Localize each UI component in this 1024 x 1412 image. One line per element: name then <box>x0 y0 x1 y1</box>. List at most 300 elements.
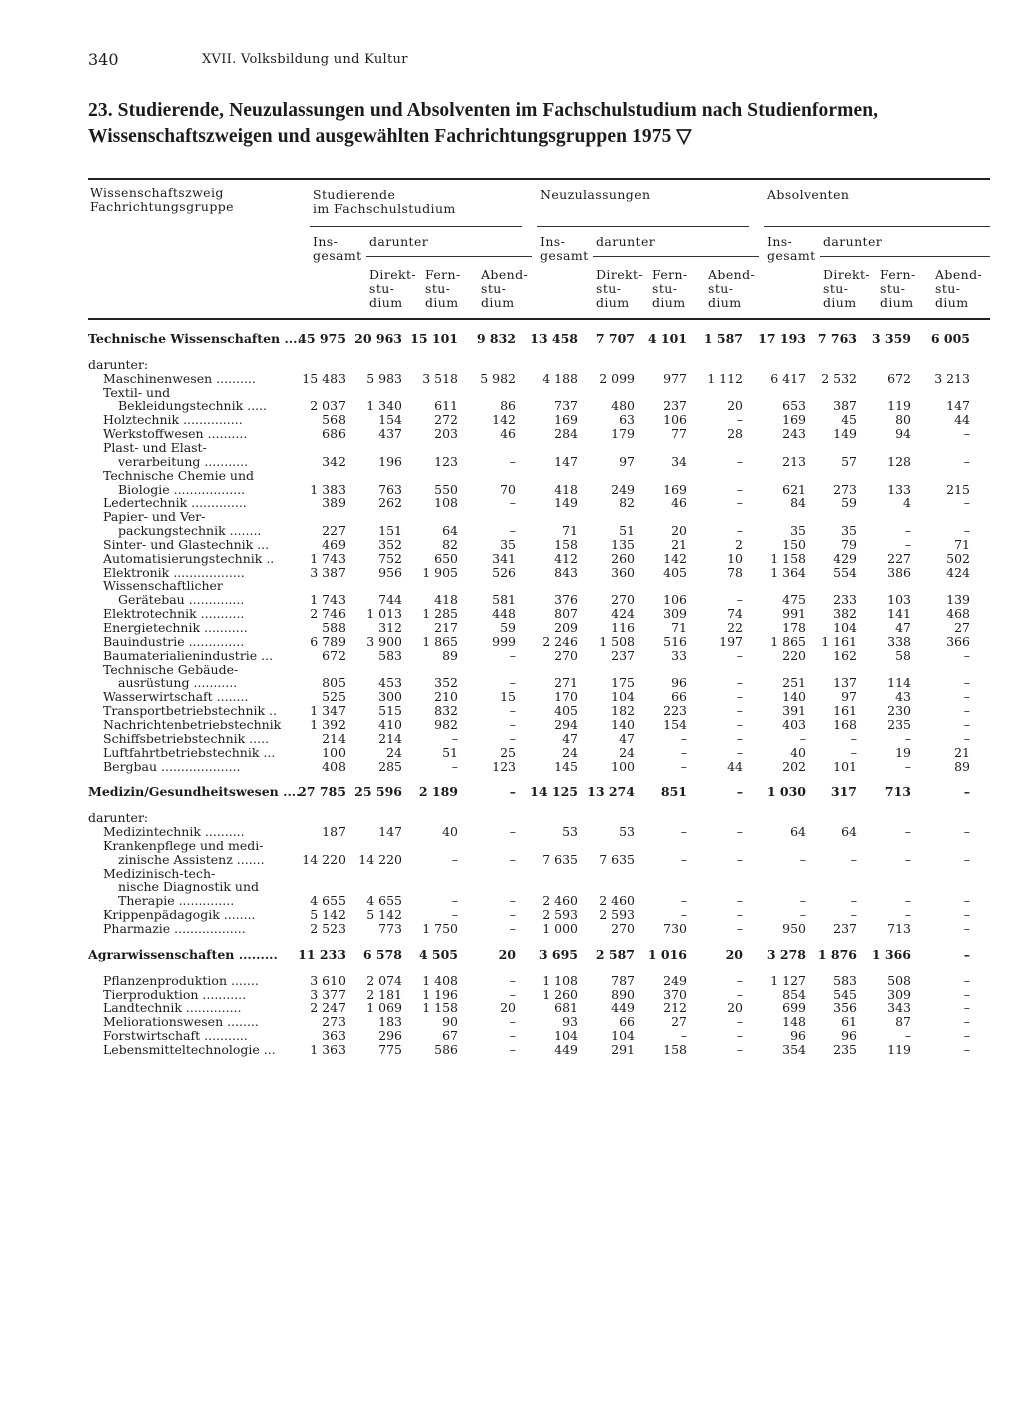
table-cell: 237 <box>663 398 687 413</box>
table-cell: – <box>736 454 743 469</box>
row-label: Textil- und <box>103 385 171 400</box>
table-cell: 51 <box>442 745 458 760</box>
table-cell: 243 <box>782 426 806 441</box>
header-insgesamt: Ins- gesamt <box>313 234 362 263</box>
table-cell: 44 <box>954 412 970 427</box>
table-cell: 1 340 <box>366 398 402 413</box>
table-cell: 140 <box>611 717 635 732</box>
table-row <box>0 825 1024 839</box>
table-cell: – <box>680 745 687 760</box>
row-label: Medizintechnik .......... <box>103 824 245 839</box>
table-cell: 1 383 <box>310 482 346 497</box>
table-cell: 2 099 <box>599 371 635 386</box>
table-cell: – <box>509 852 516 867</box>
table-cell: 15 <box>500 689 516 704</box>
row-label: Medizin/Gesundheitswesen .... <box>88 784 301 799</box>
table-cell: 317 <box>830 784 857 799</box>
table-cell: 140 <box>782 689 806 704</box>
table-cell: 6 578 <box>362 947 402 962</box>
table-cell: 103 <box>887 592 911 607</box>
table-cell: 387 <box>833 398 857 413</box>
table-cell: 285 <box>378 759 402 774</box>
table-cell: – <box>451 893 458 908</box>
header-abendstudium: Abend- stu- dium <box>481 267 529 310</box>
table-cell: – <box>736 745 743 760</box>
table-cell: 382 <box>833 606 857 621</box>
table-cell: 1 392 <box>310 717 346 732</box>
table-cell: 291 <box>611 1042 635 1057</box>
header-darunter: darunter <box>596 234 656 249</box>
table-cell: – <box>850 852 857 867</box>
row-label: Baumaterialienindustrie ... <box>103 648 274 663</box>
row-label: Agrarwissenschaften ......... <box>88 947 278 962</box>
row-label: Ledertechnik .............. <box>103 495 247 510</box>
table-cell: 25 <box>500 745 516 760</box>
table-cell: 309 <box>663 606 687 621</box>
table-cell: 2 532 <box>821 371 857 386</box>
table-cell: – <box>904 537 911 552</box>
table-cell: 581 <box>492 592 516 607</box>
table-cell: 7 707 <box>595 331 635 346</box>
table-cell: 805 <box>322 675 346 690</box>
table-cell: – <box>963 731 970 746</box>
table-cell: 27 <box>954 620 970 635</box>
table-cell: 89 <box>442 648 458 663</box>
table-cell: 158 <box>663 1042 687 1057</box>
header-direktstudium: Direkt- stu- dium <box>596 267 644 310</box>
table-cell: 24 <box>619 745 635 760</box>
table-row <box>0 1001 1024 1015</box>
table-cell: – <box>963 648 970 663</box>
row-label: Tierproduktion ........... <box>103 987 247 1002</box>
table-row <box>0 690 1024 704</box>
table-cell: 437 <box>378 426 402 441</box>
table-cell: – <box>736 703 743 718</box>
table-row <box>0 649 1024 663</box>
table-cell: – <box>680 907 687 922</box>
table-cell: 699 <box>782 1000 806 1015</box>
table-cell: – <box>509 454 516 469</box>
table-cell: – <box>509 784 516 799</box>
table-cell: – <box>736 495 743 510</box>
table-cell: 178 <box>782 620 806 635</box>
table-cell: 1 363 <box>310 1042 346 1057</box>
table-cell: – <box>736 412 743 427</box>
header-absolventen: Absolventen <box>767 187 850 202</box>
table-cell: 100 <box>322 745 346 760</box>
table-cell: 763 <box>378 482 402 497</box>
row-label: Transportbetriebstechnik .. <box>103 703 277 718</box>
table-cell: 249 <box>663 973 687 988</box>
page-number: 340 <box>88 50 119 69</box>
table-cell: – <box>963 907 970 922</box>
row-label: Therapie .............. <box>118 893 235 908</box>
table-cell: 468 <box>946 606 970 621</box>
table-cell: 545 <box>833 987 857 1002</box>
table-cell: 3 377 <box>310 987 346 1002</box>
table-cell: – <box>680 893 687 908</box>
table-cell: 47 <box>619 731 635 746</box>
table-cell: – <box>736 973 743 988</box>
table-cell: – <box>799 907 806 922</box>
table-row <box>0 732 1024 746</box>
table-cell: 6 789 <box>310 634 346 649</box>
table-cell: 227 <box>887 551 911 566</box>
table-cell: 40 <box>790 745 806 760</box>
table-cell: 93 <box>562 1014 578 1029</box>
table-cell: 1 108 <box>542 973 578 988</box>
table-cell: 2 074 <box>366 973 402 988</box>
table-cell: – <box>904 731 911 746</box>
table-cell: – <box>509 717 516 732</box>
table-cell: 27 <box>671 1014 687 1029</box>
table-row <box>0 1029 1024 1043</box>
table-cell: 35 <box>500 537 516 552</box>
table-cell: 135 <box>611 537 635 552</box>
table-cell: 296 <box>378 1028 402 1043</box>
table-cell: – <box>736 731 743 746</box>
table-cell: 104 <box>554 1028 578 1043</box>
table-cell: – <box>736 717 743 732</box>
table-cell: 104 <box>833 620 857 635</box>
header-studierende: Studierende im Fachschulstudium <box>313 187 456 216</box>
header-darunter: darunter <box>369 234 429 249</box>
table-cell: 405 <box>663 565 687 580</box>
row-label: Bauindustrie .............. <box>103 634 245 649</box>
table-row <box>0 785 1024 799</box>
table-cell: 89 <box>954 759 970 774</box>
table-cell: 469 <box>322 537 346 552</box>
table-cell: 449 <box>554 1042 578 1057</box>
table-cell: 14 125 <box>530 784 578 799</box>
row-label: Technische Gebäude- <box>103 662 239 677</box>
header-neuzulassungen: Neuzulassungen <box>540 187 651 202</box>
table-cell: – <box>736 1028 743 1043</box>
header-fernstudium: Fern- stu- dium <box>880 267 916 310</box>
table-cell: 502 <box>946 551 970 566</box>
table-cell: – <box>963 1028 970 1043</box>
table-cell: 3 518 <box>422 371 458 386</box>
table-cell: 28 <box>727 426 743 441</box>
table-cell: – <box>963 454 970 469</box>
table-cell: 1 876 <box>817 947 857 962</box>
table-cell: 2 037 <box>310 398 346 413</box>
table-cell: 588 <box>322 620 346 635</box>
table-cell: 96 <box>790 1028 806 1043</box>
table-cell: – <box>963 784 970 799</box>
table-cell: 950 <box>782 921 806 936</box>
table-cell: – <box>963 852 970 867</box>
table-cell: 17 193 <box>758 331 806 346</box>
row-label: Automatisierungstechnik .. <box>103 551 275 566</box>
table-cell: 35 <box>841 523 857 538</box>
table-cell: 151 <box>378 523 402 538</box>
table-row-label <box>0 811 1024 825</box>
table-row <box>0 853 1024 867</box>
table-cell: 1 000 <box>542 921 578 936</box>
table-cell: 235 <box>833 1042 857 1057</box>
table-cell: – <box>904 759 911 774</box>
table-title-line-2: Wissenschaftszweigen und ausgewählten Fachrichtungsgruppen 1975 ▽ <box>88 126 692 147</box>
table-cell: 1 743 <box>310 551 346 566</box>
table-cell: 1 364 <box>770 565 806 580</box>
table-cell: 70 <box>500 482 516 497</box>
table-cell: 46 <box>671 495 687 510</box>
table-cell: 20 <box>727 1000 743 1015</box>
table-cell: 203 <box>434 426 458 441</box>
table-cell: 20 <box>725 947 743 962</box>
table-row <box>0 538 1024 552</box>
table-cell: 66 <box>619 1014 635 1029</box>
table-cell: 116 <box>611 620 635 635</box>
table-cell: 119 <box>887 398 911 413</box>
row-label: darunter: <box>88 357 149 372</box>
table-cell: 147 <box>378 824 402 839</box>
table-cell: 34 <box>671 454 687 469</box>
row-label: Forstwirtschaft ........... <box>103 1028 248 1043</box>
table-cell: 161 <box>833 703 857 718</box>
table-cell: 210 <box>434 689 458 704</box>
row-label: Pharmazie .................. <box>103 921 246 936</box>
table-row <box>0 894 1024 908</box>
table-cell: 106 <box>663 592 687 607</box>
table-cell: 713 <box>884 784 911 799</box>
table-cell: 807 <box>554 606 578 621</box>
table-cell: 82 <box>619 495 635 510</box>
table-cell: 1 366 <box>871 947 911 962</box>
table-cell: 424 <box>946 565 970 580</box>
table-cell: 3 359 <box>871 331 911 346</box>
table-cell: 391 <box>782 703 806 718</box>
table-cell: – <box>509 648 516 663</box>
table-cell: 44 <box>727 759 743 774</box>
table-cell: 7 635 <box>542 852 578 867</box>
table-row-label <box>0 441 1024 455</box>
table-cell: 453 <box>378 675 402 690</box>
table-cell: – <box>904 824 911 839</box>
table-cell: 7 763 <box>817 331 857 346</box>
table-cell: 2 246 <box>542 634 578 649</box>
table-cell: 142 <box>663 551 687 566</box>
table-cell: 1 013 <box>366 606 402 621</box>
table-row <box>0 635 1024 649</box>
table-cell: 284 <box>554 426 578 441</box>
table-cell: 3 695 <box>538 947 578 962</box>
table-cell: 2 460 <box>542 893 578 908</box>
table-cell: 448 <box>492 606 516 621</box>
table-cell: 59 <box>500 620 516 635</box>
header-direktstudium: Direkt- stu- dium <box>369 267 417 310</box>
table-cell: 2 523 <box>310 921 346 936</box>
table-row <box>0 718 1024 732</box>
table-cell: 3 213 <box>934 371 970 386</box>
header-abendstudium: Abend- stu- dium <box>935 267 983 310</box>
table-cell: 429 <box>833 551 857 566</box>
table-cell: 2 <box>735 537 743 552</box>
table-cell: 20 963 <box>354 331 402 346</box>
table-cell: 360 <box>611 565 635 580</box>
table-cell: 87 <box>895 1014 911 1029</box>
table-row <box>0 948 1024 962</box>
table-cell: – <box>963 1042 970 1057</box>
table-cell: 650 <box>434 551 458 566</box>
header-insgesamt: Ins- gesamt <box>540 234 589 263</box>
table-cell: – <box>736 523 743 538</box>
table-cell: 233 <box>833 592 857 607</box>
table-cell: 775 <box>378 1042 402 1057</box>
table-cell: 13 274 <box>587 784 635 799</box>
table-cell: 3 610 <box>310 973 346 988</box>
table-cell: – <box>963 973 970 988</box>
table-cell: – <box>963 987 970 1002</box>
table-cell: 300 <box>378 689 402 704</box>
table-cell: 386 <box>887 565 911 580</box>
table-cell: 40 <box>442 824 458 839</box>
table-cell: – <box>736 907 743 922</box>
table-title <box>88 98 998 150</box>
table-cell: – <box>850 731 857 746</box>
table-cell: 63 <box>619 412 635 427</box>
table-cell: 53 <box>562 824 578 839</box>
table-cell: 366 <box>946 634 970 649</box>
table-row <box>0 399 1024 413</box>
table-cell: – <box>680 731 687 746</box>
table-cell: 20 <box>498 947 516 962</box>
table-cell: – <box>963 689 970 704</box>
table-cell: 672 <box>322 648 346 663</box>
table-cell: 713 <box>887 921 911 936</box>
table-cell: – <box>736 675 743 690</box>
table-row <box>0 746 1024 760</box>
table-cell: – <box>451 731 458 746</box>
table-row <box>0 1043 1024 1057</box>
row-label: Nachrichtenbetriebstechnik <box>103 717 282 732</box>
table-cell: 554 <box>833 565 857 580</box>
table-cell: 270 <box>611 921 635 936</box>
table-row-label <box>0 839 1024 853</box>
table-cell: 21 <box>671 537 687 552</box>
table-cell: 354 <box>782 1042 806 1057</box>
table-cell: 86 <box>500 398 516 413</box>
table-cell: 2 189 <box>418 784 458 799</box>
table-cell: 230 <box>887 703 911 718</box>
table-cell: 71 <box>562 523 578 538</box>
table-cell: 843 <box>554 565 578 580</box>
table-cell: 145 <box>554 759 578 774</box>
table-cell: 183 <box>378 1014 402 1029</box>
table-cell: – <box>963 893 970 908</box>
row-label: darunter: <box>88 810 149 825</box>
table-cell: – <box>680 1028 687 1043</box>
table-cell: 235 <box>887 717 911 732</box>
table-cell: 215 <box>946 482 970 497</box>
table-cell: 137 <box>833 675 857 690</box>
table-cell: 1 905 <box>422 565 458 580</box>
table-cell: 982 <box>434 717 458 732</box>
table-cell: – <box>509 731 516 746</box>
table-cell: 686 <box>322 426 346 441</box>
table-cell: 100 <box>611 759 635 774</box>
table-header-rule <box>88 318 990 320</box>
table-cell: 150 <box>782 537 806 552</box>
table-cell: – <box>736 987 743 1002</box>
table-cell: 1 285 <box>422 606 458 621</box>
table-cell: 3 387 <box>310 565 346 580</box>
table-cell: 64 <box>841 824 857 839</box>
table-cell: 24 <box>386 745 402 760</box>
table-cell: – <box>509 1014 516 1029</box>
table-row <box>0 372 1024 386</box>
table-cell: 2 746 <box>310 606 346 621</box>
table-cell: 4 505 <box>418 947 458 962</box>
table-row <box>0 974 1024 988</box>
table-cell: 35 <box>790 523 806 538</box>
table-cell: 14 220 <box>358 852 402 867</box>
table-cell: 96 <box>841 1028 857 1043</box>
table-cell: – <box>680 824 687 839</box>
table-cell: 1 030 <box>766 784 806 799</box>
table-cell: 1 408 <box>422 973 458 988</box>
table-row <box>0 922 1024 936</box>
table-cell: 45 975 <box>298 331 346 346</box>
table-cell: 147 <box>554 454 578 469</box>
table-cell: – <box>509 1042 516 1057</box>
table-row-label <box>0 579 1024 593</box>
table-cell: 516 <box>663 634 687 649</box>
table-cell: 854 <box>782 987 806 1002</box>
row-label: packungstechnik ........ <box>118 523 262 538</box>
table-cell: 5 982 <box>480 371 516 386</box>
table-cell: 583 <box>833 973 857 988</box>
table-cell: 389 <box>322 495 346 510</box>
table-cell: 154 <box>663 717 687 732</box>
table-cell: 106 <box>663 412 687 427</box>
table-cell: – <box>736 921 743 936</box>
table-top-rule <box>88 178 990 180</box>
table-cell: – <box>451 759 458 774</box>
table-cell: – <box>736 1014 743 1029</box>
table-cell: 249 <box>611 482 635 497</box>
table-cell: 832 <box>434 703 458 718</box>
row-label: Werkstoffwesen .......... <box>103 426 248 441</box>
table-cell: – <box>509 495 516 510</box>
table-cell: 45 <box>841 412 857 427</box>
table-cell: 1 069 <box>366 1000 402 1015</box>
table-cell: 271 <box>554 675 578 690</box>
table-cell: 4 101 <box>647 331 687 346</box>
table-cell: 80 <box>895 412 911 427</box>
table-cell: 154 <box>378 412 402 427</box>
table-cell: 851 <box>660 784 687 799</box>
table-cell: 270 <box>611 592 635 607</box>
table-cell: 342 <box>322 454 346 469</box>
table-cell: 449 <box>611 1000 635 1015</box>
table-cell: – <box>963 1000 970 1015</box>
row-label: Bergbau .................... <box>103 759 241 774</box>
table-cell: 46 <box>500 426 516 441</box>
table-cell: 20 <box>500 1000 516 1015</box>
row-label: Maschinenwesen .......... <box>103 371 256 386</box>
table-cell: 991 <box>782 606 806 621</box>
darunter-underline <box>593 256 759 257</box>
table-cell: – <box>963 947 970 962</box>
table-cell: 890 <box>611 987 635 1002</box>
table-cell: 550 <box>434 482 458 497</box>
table-cell: 58 <box>895 648 911 663</box>
table-cell: 149 <box>554 495 578 510</box>
table-cell: – <box>509 893 516 908</box>
row-label: Sinter- und Glastechnik ... <box>103 537 270 552</box>
